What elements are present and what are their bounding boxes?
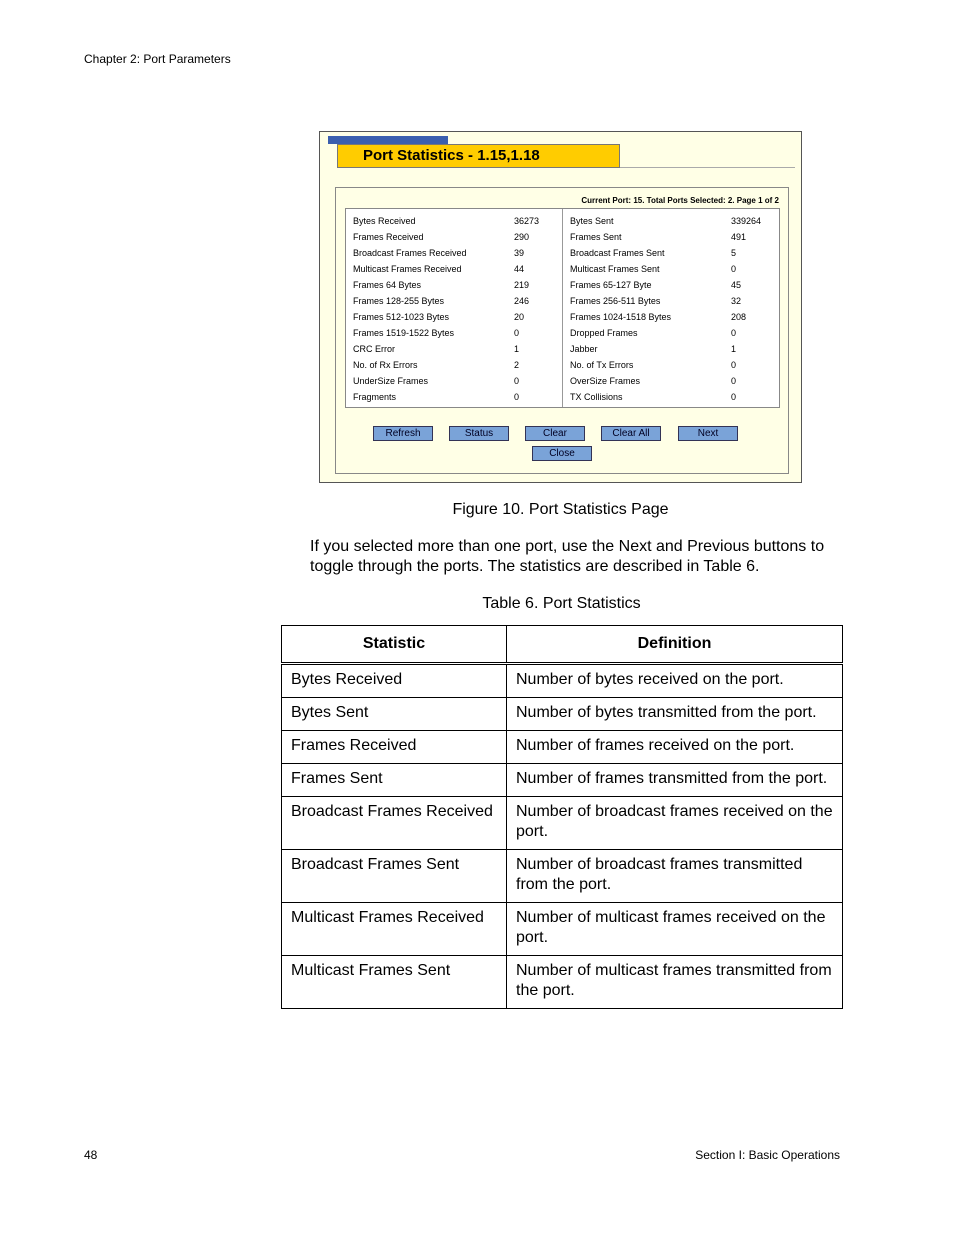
stat-row <box>570 309 770 325</box>
statistic-cell: Multicast Frames Sent <box>282 956 507 1009</box>
stat-name: Frames Received <box>353 232 424 242</box>
statistic-cell: Bytes Received <box>282 664 507 698</box>
stat-row <box>570 293 770 309</box>
stat-row <box>570 213 770 229</box>
stat-row <box>353 357 553 373</box>
stat-name: Dropped Frames <box>570 328 638 338</box>
body-paragraph: If you selected more than one port, use the Next and Previous buttons to toggle through the ports. The statistics are described in Table 6. <box>310 538 825 575</box>
definition-cell: Number of frames transmitted from the port. <box>507 764 843 797</box>
title-tab-bar <box>328 136 448 144</box>
stat-value: 44 <box>514 264 525 274</box>
stat-name: OverSize Frames <box>570 376 641 386</box>
stat-name: Frames 512-1023 Bytes <box>353 312 450 322</box>
stat-name: Broadcast Frames Sent <box>570 248 665 258</box>
column-divider <box>562 209 563 407</box>
stat-row <box>570 357 770 373</box>
stat-value: 0 <box>514 328 520 338</box>
current-port-info: Current Port: 15. Total Ports Selected: 2. Page 1 of 2 <box>581 196 779 205</box>
definition-cell: Number of multicast frames transmitted from the port. <box>507 956 843 1009</box>
stat-row <box>353 261 553 277</box>
stat-value: 339264 <box>731 216 762 226</box>
stats-grid <box>345 208 780 408</box>
stat-row <box>570 229 770 245</box>
stat-value: 2 <box>514 360 520 370</box>
stat-name: Frames 128-255 Bytes <box>353 296 445 306</box>
table-row <box>282 764 843 797</box>
stat-value: 39 <box>514 248 525 258</box>
statistic-cell: Frames Received <box>282 731 507 764</box>
stat-name: Frames Sent <box>570 232 622 242</box>
stat-value: 0 <box>731 392 737 402</box>
clear-button[interactable]: Clear <box>525 426 585 441</box>
stat-value: 1 <box>731 344 737 354</box>
stat-row <box>570 277 770 293</box>
header-definition: Definition <box>507 626 843 664</box>
stat-value: 0 <box>514 392 520 402</box>
stat-name: Frames 64 Bytes <box>353 280 422 290</box>
stat-row <box>570 245 770 261</box>
table-header-row <box>282 626 843 664</box>
refresh-button[interactable]: Refresh <box>373 426 433 441</box>
statistic-cell: Multicast Frames Received <box>282 903 507 956</box>
definition-cell: Number of broadcast frames received on the port. <box>507 797 843 850</box>
definition-cell: Number of bytes received on the port. <box>507 664 843 698</box>
stat-row <box>353 213 553 229</box>
stat-value: 32 <box>731 296 742 306</box>
stat-row <box>353 309 553 325</box>
stat-name: Bytes Sent <box>570 216 614 226</box>
statistic-cell: Broadcast Frames Received <box>282 797 507 850</box>
table-row <box>282 664 843 698</box>
stat-row <box>353 373 553 389</box>
section-name: Section I: Basic Operations <box>695 1148 840 1162</box>
window-title: Port Statistics - 1.15,1.18 <box>337 144 620 168</box>
header-statistic: Statistic <box>282 626 507 664</box>
stat-name: Broadcast Frames Received <box>353 248 467 258</box>
running-head: Chapter 2: Port Parameters <box>84 52 231 66</box>
stat-name: Multicast Frames Received <box>353 264 462 274</box>
stat-name: Jabber <box>570 344 598 354</box>
stat-name: No. of Tx Errors <box>570 360 634 370</box>
stat-row <box>353 325 553 341</box>
stat-name: CRC Error <box>353 344 395 354</box>
definition-cell: Number of multicast frames received on the port. <box>507 903 843 956</box>
stats-panel <box>335 187 789 474</box>
stat-row <box>570 325 770 341</box>
stat-value: 0 <box>731 264 737 274</box>
definition-cell: Number of frames received on the port. <box>507 731 843 764</box>
stat-name: Fragments <box>353 392 397 402</box>
stat-row <box>570 373 770 389</box>
stat-value: 36273 <box>514 216 540 226</box>
stat-value: 0 <box>731 376 737 386</box>
stat-name: Bytes Received <box>353 216 416 226</box>
port-statistics-screenshot <box>319 131 802 483</box>
stat-value: 0 <box>731 360 737 370</box>
table-caption: Table 6. Port Statistics <box>482 595 641 612</box>
stat-value: 1 <box>514 344 520 354</box>
stat-row <box>570 261 770 277</box>
stat-row <box>353 229 553 245</box>
stat-row <box>353 277 553 293</box>
stat-value: 45 <box>731 280 742 290</box>
stat-row <box>353 293 553 309</box>
stat-row <box>353 245 553 261</box>
statistic-cell: Bytes Sent <box>282 698 507 731</box>
stat-name: Multicast Frames Sent <box>570 264 660 274</box>
stat-name: No. of Rx Errors <box>353 360 418 370</box>
stat-name: Frames 256-511 Bytes <box>570 296 661 306</box>
stat-value: 0 <box>514 376 520 386</box>
stat-name: Frames 65-127 Byte <box>570 280 652 290</box>
stat-value: 246 <box>514 296 530 306</box>
stat-value: 491 <box>731 232 747 242</box>
page-number: 48 <box>84 1148 98 1162</box>
stat-row <box>570 389 770 405</box>
stat-row <box>353 341 553 357</box>
definition-cell: Number of bytes transmitted from the port. <box>507 698 843 731</box>
stat-value: 208 <box>731 312 747 322</box>
table-row <box>282 698 843 731</box>
stat-name: TX Collisions <box>570 392 623 402</box>
stat-name: UnderSize Frames <box>353 376 429 386</box>
stat-row <box>570 341 770 357</box>
table-row <box>282 850 843 903</box>
stat-value: 20 <box>514 312 525 322</box>
clear-all-button[interactable]: Clear All <box>601 426 661 441</box>
definition-cell: Number of broadcast frames transmitted from the port. <box>507 850 843 903</box>
stat-row <box>353 389 553 405</box>
stat-name: Frames 1024-1518 Bytes <box>570 312 672 322</box>
table-row <box>282 731 843 764</box>
table-row <box>282 956 843 1009</box>
stat-value: 219 <box>514 280 530 290</box>
statistic-cell: Broadcast Frames Sent <box>282 850 507 903</box>
figure-caption: Figure 10. Port Statistics Page <box>452 501 669 518</box>
next-button[interactable]: Next <box>678 426 738 441</box>
table-row <box>282 903 843 956</box>
statistic-cell: Frames Sent <box>282 764 507 797</box>
stat-value: 5 <box>731 248 737 258</box>
stat-value: 0 <box>731 328 737 338</box>
stat-value: 290 <box>514 232 530 242</box>
table-row <box>282 797 843 850</box>
status-button[interactable]: Status <box>449 426 509 441</box>
title-rule <box>620 167 795 168</box>
stat-name: Frames 1519-1522 Bytes <box>353 328 455 338</box>
close-button[interactable]: Close <box>532 446 592 461</box>
port-statistics-table <box>281 625 843 1009</box>
